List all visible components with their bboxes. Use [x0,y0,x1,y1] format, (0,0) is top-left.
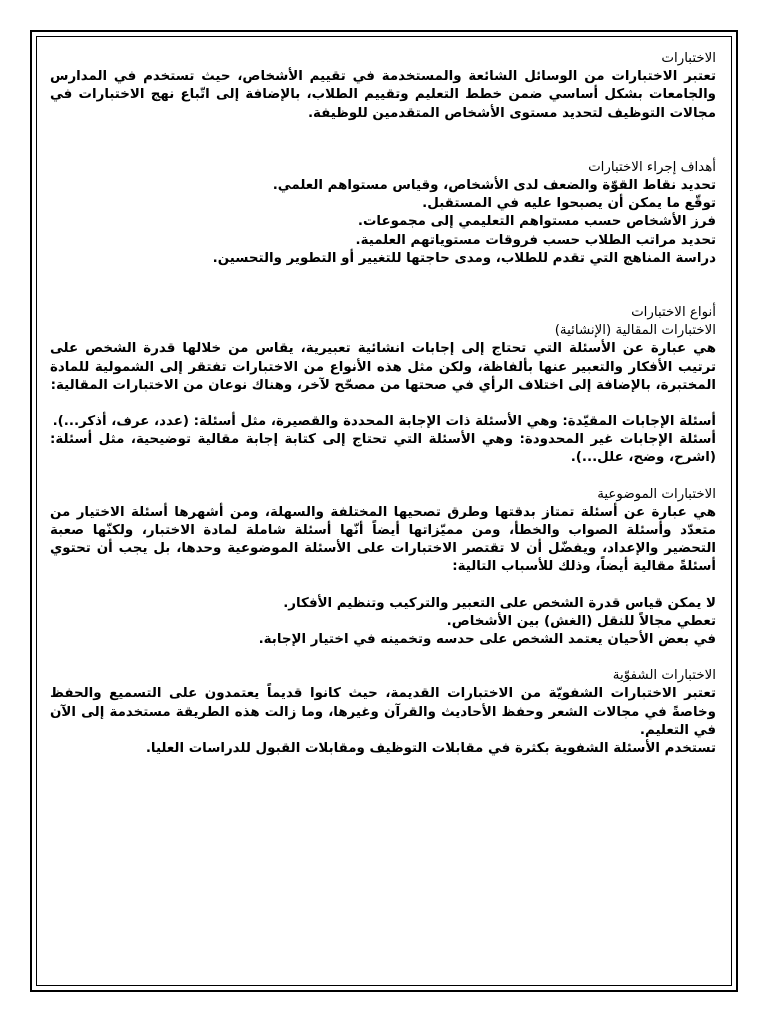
oral-paragraph: تعتبر الاختبارات الشفويّة من الاختبارات القديمة، حيث كانوا قديماً يعتمدون على التسميع والحفظ وخاصةً في مجالات الشعر وحفظ الأحاديث والقرآن وغيرها، وما زالت هذه الطريقة مستخدمة إلى الآن في التعليم. [50,686,716,738]
goal-item: توقّع ما يمكن أن يصبحوا عليه في المستقبل. [422,196,716,212]
objective-reason: في بعض الأحيان يعتمد الشخص على حدسه وتخمينه في اختيار الإجابة. [258,632,716,648]
intro-paragraph: تعتبر الاختبارات من الوسائل الشائعة والمستخدمة في تقييم الأشخاص، حيث تستخدم في المدارس والجامعات بشكل أساسي ضمن خطط التعليم وتقييم الطلاب، بالإضافة إلى اتّباع نهج الاختبارات في مجالات التوظيف لتحديد مستوى الأشخاص المتقدمين للوظيفة. [50,69,716,121]
intro-heading: الاختبارات [661,51,716,66]
objective-paragraph: هي عبارة عن أسئلة تمتاز بدقتها وطرق تصحيها المختلفة والسهلة، ومن أشهرها أسئلة الاختيار من متعدّد وأسئلة الصواب والخطأ، ومن مميّزاتها أيضاً أنّها أسئلة شاملة لمادة الاختبار، ولكنّها صعبة التحضير والإعداد، ويفضّل أن لا تقتصر الاختبارات على الأسئلة الموضوعية وحدها، بل يجب أن تحتوي أسئلةً مقالية أيضاً، وذلك للأسباب التالية: [50,504,716,575]
goal-item: تحديد نقاط القوّة والضعف لدى الأشخاص، وقياس مستواهم العلمي. [272,178,716,194]
section-intro [50,50,716,123]
goal-item: فرز الأشخاص حسب مستواهم التعليمي إلى مجموعات. [357,214,716,230]
goal-item: تحديد مراتب الطلاب حسب فروقات مستوياتهم العلمية. [355,232,716,248]
document-body [50,50,716,758]
essay-restricted: أسئلة الإجابات المقيّدة: وهي الأسئلة ذات الإجابة المحددة والقصيرة، مثل أسئلة: (عدد، عرف، أذكر...). [52,414,716,430]
section-types [50,304,716,758]
spacer [50,577,716,595]
section-goals [50,159,716,268]
types-heading: أنواع الاختبارات [631,305,716,321]
essay-heading: الاختبارات المقالية (الإنشائية) [554,323,716,339]
objective-reason: تعطي مجالاً للنقل (الغش) بين الأشخاص. [446,613,716,629]
objective-heading: الاختبارات الموضوعية [597,486,716,502]
oral-note: تستخدم الأسئلة الشفوية بكثرة في مقابلات التوظيف ومقابلات القبول للدراسات العليا. [145,741,716,757]
spacer [50,395,716,413]
essay-paragraph: هي عبارة عن الأسئلة التي تحتاج إلى إجابات انشائية تعبيرية، يقاس من خلالها قدرة الشخص على ترتيب الأفكار والتعبير عنها بألفاظة، ولكن مثل هذه الأنواع من الاختبارات تفتقر إلى الشمولية للمادة المختبرة، بالإضافة إلى اختلاف الرأي في صحتها من مصحّح لآخر، وهناك نوعان من الاختبارات المقالية: [50,341,716,393]
oral-heading: الاختبارات الشفوّية [612,668,716,684]
essay-unrestricted: أسئلة الإجابات غير المحدودة: وهي الأسئلة التي تحتاج إلى كتابة إجابة مقالية توضيحية، مثل أسئلة: (اشرح، وضح، علل...). [50,432,716,466]
objective-reason: لا يمكن قياس قدرة الشخص على التعبير والتركيب وتنظيم الأفكار. [283,595,716,611]
goals-heading: أهداف إجراء الاختبارات [588,159,716,175]
spacer [50,468,716,486]
goal-item: دراسة المناهج التي تقدم للطلاب، ومدى حاجتها للتغيير أو التطوير والتحسين. [212,250,716,266]
spacer [50,649,716,667]
